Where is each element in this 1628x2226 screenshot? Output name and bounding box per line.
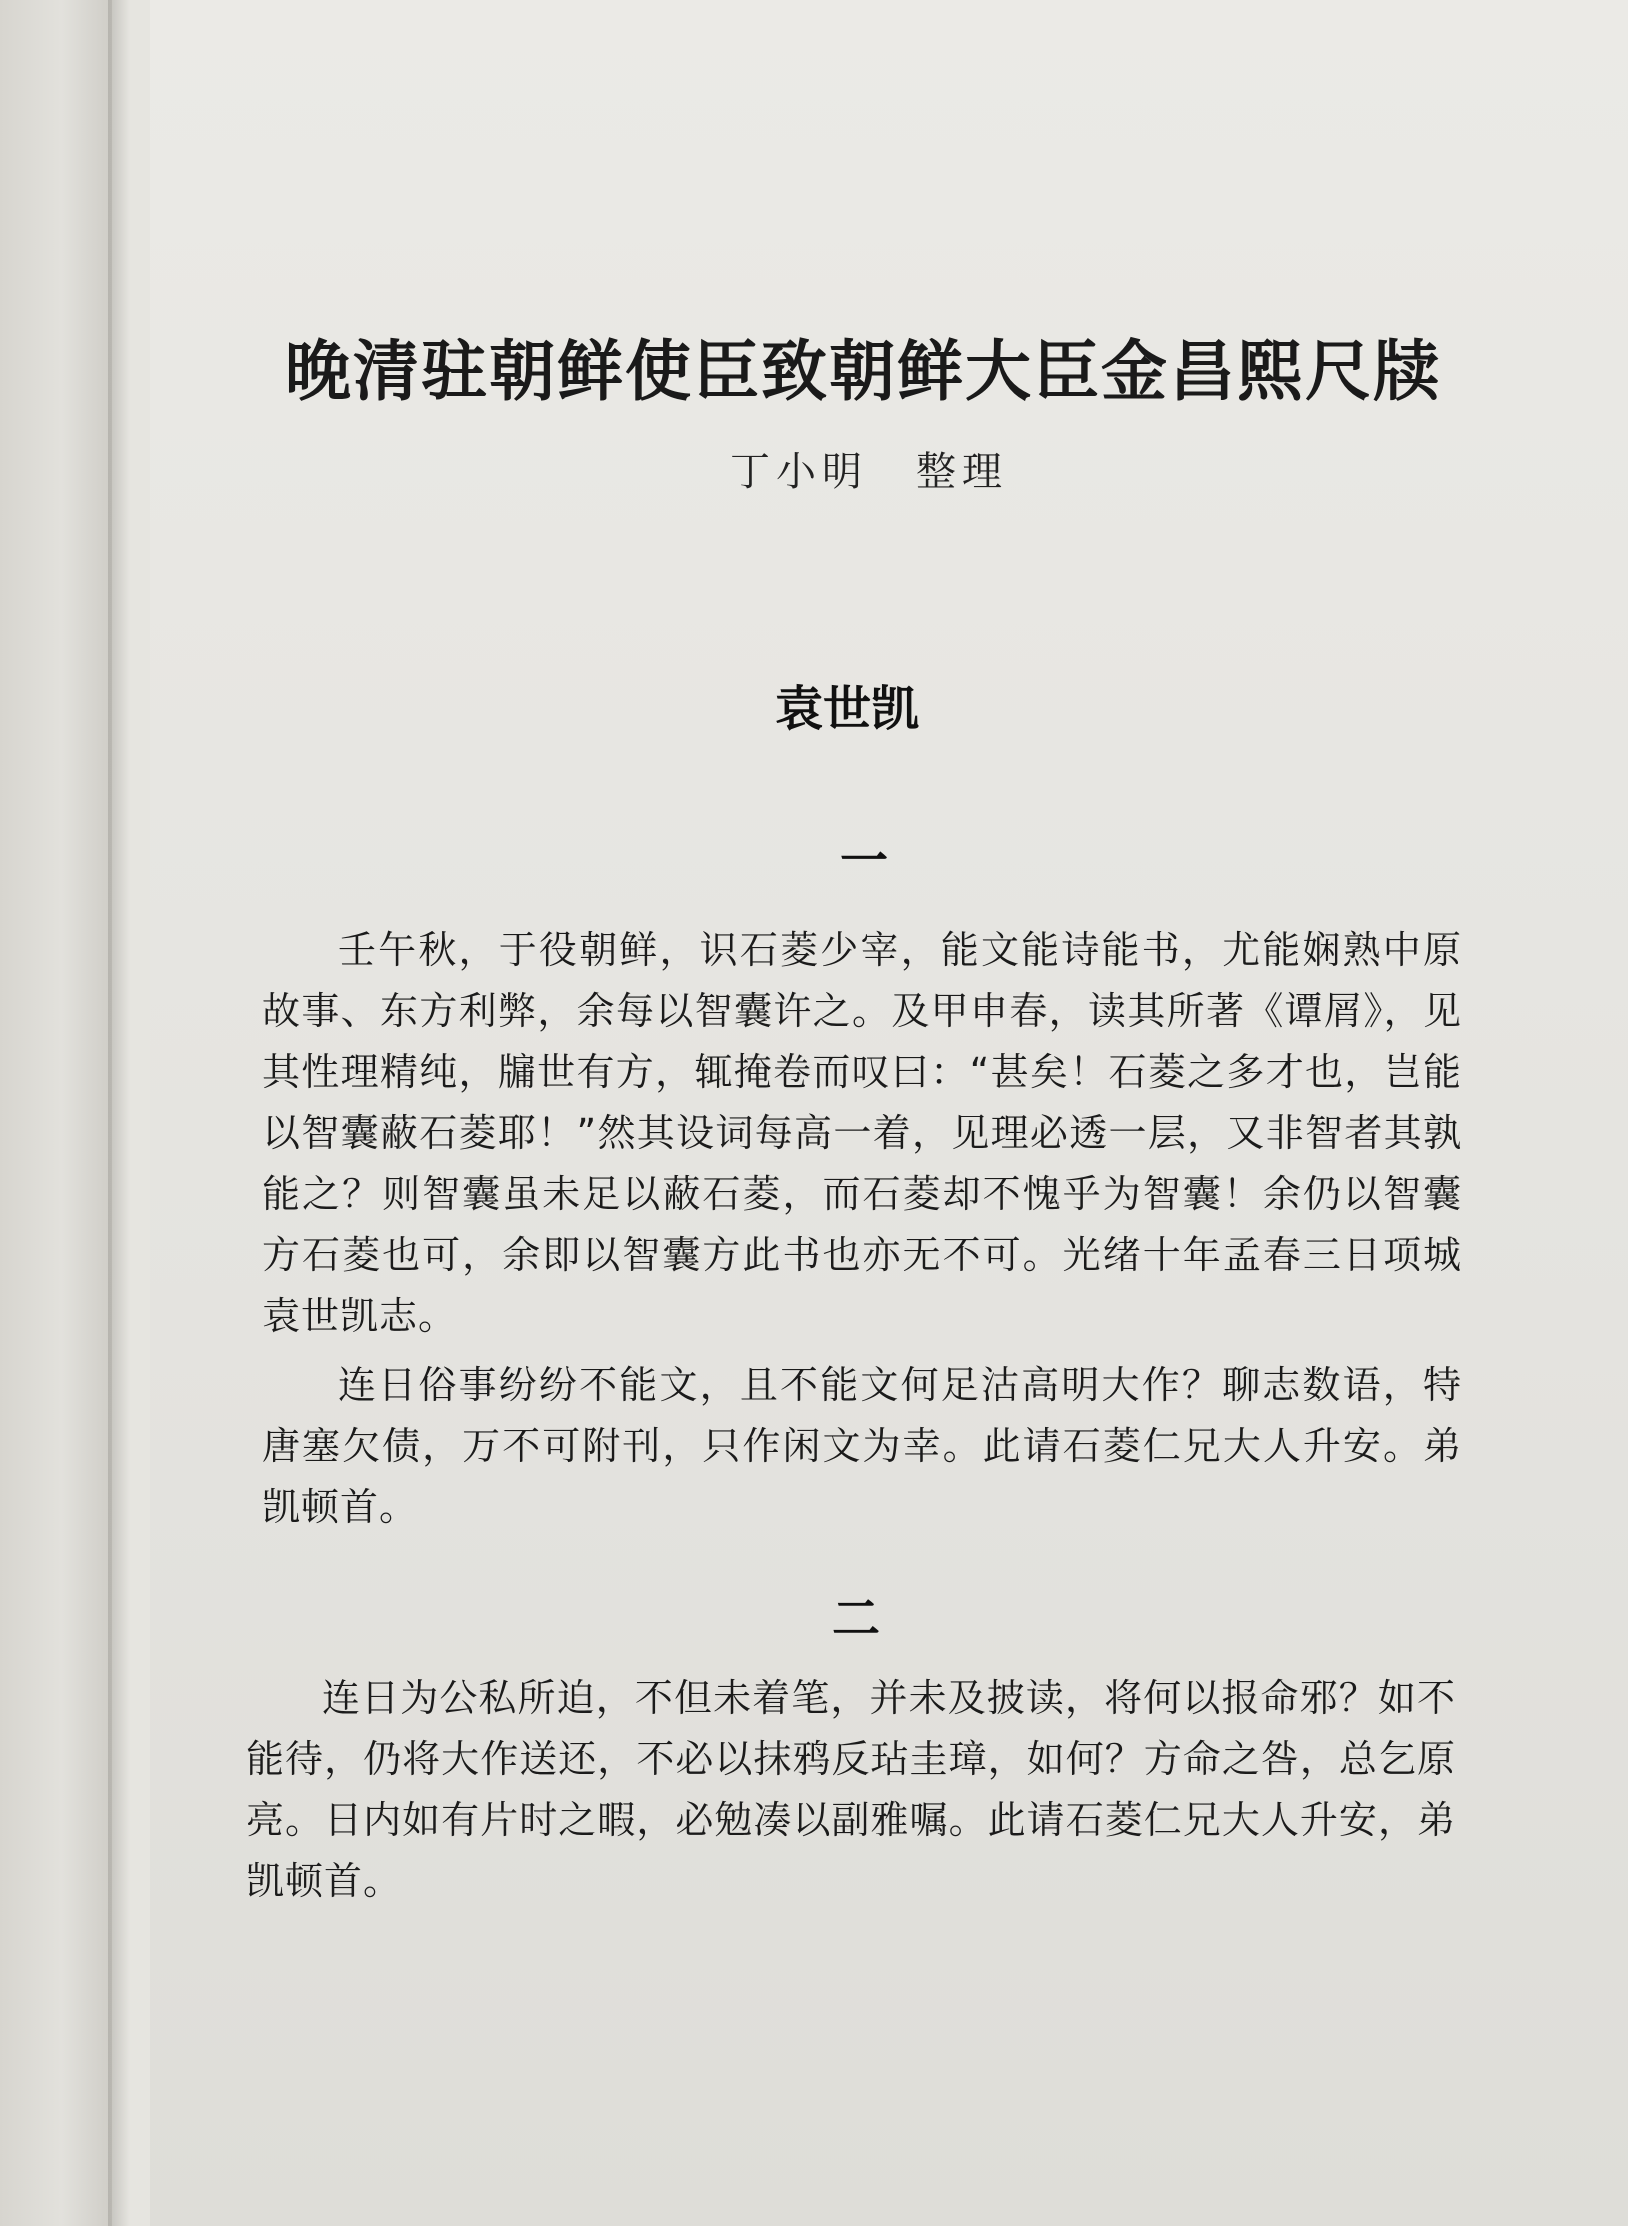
letter-1-paragraph-1 (262, 920, 1462, 1347)
show-through-line (300, 580, 1140, 624)
paragraph-text: 连日为公私所迫，不但未着笔，并未及披读，将何以报命邪？如不能待，仍将大作送还，不必以抹鸦反玷圭璋，如何？方命之咎，总乞原亮。日内如有片时之暇，必勉凑以副雅嘱。此请石菱仁兄大人升安，弟凯顿首。 (246, 1676, 1456, 1903)
section-heading: 袁世凯 (775, 681, 920, 737)
book-gutter-shadow (108, 0, 130, 2226)
paragraph-text: 连日俗事纷纷不能文，且不能文何足沽高明大作？聊志数语，特唐塞欠债，万不可附刊，只作闲文为幸。此请石菱仁兄大人升安。弟凯顿首。 (262, 1363, 1462, 1529)
author-name: 丁小明 (730, 449, 868, 495)
letter-1-paragraph-2 (262, 1355, 1462, 1538)
letter-1-numeral: 一 (840, 833, 889, 889)
document-title: 晚清驻朝鲜使臣致朝鲜大臣金昌熙尺牍 (285, 332, 1441, 410)
author-role: 整理 (916, 449, 1008, 495)
author-line (730, 440, 1008, 497)
paragraph-text: 壬午秋，于役朝鲜，识石菱少宰，能文能诗能书，尤能娴熟中原故事、东方利弊，余每以智囊许之。及甲申春，读其所著《谭屑》，见其性理精纯，牖世有方，辄掩卷而叹曰：“甚矣！石菱之多才也，岂能以智囊蔽石菱耶！”然其设词每高一着，见理必透一层，又非智者其孰能之？则智囊虽未足以蔽石菱，而石菱却不愧乎为智囊！余仍以智囊方石菱也可，余即以智囊方此书也亦无不可。光绪十年孟春三日项城袁世凯志。 (262, 928, 1462, 1338)
letter-2-paragraph-1 (246, 1668, 1456, 1912)
letter-2-numeral: 二 (832, 1591, 881, 1647)
facing-page-edge (0, 0, 112, 2226)
